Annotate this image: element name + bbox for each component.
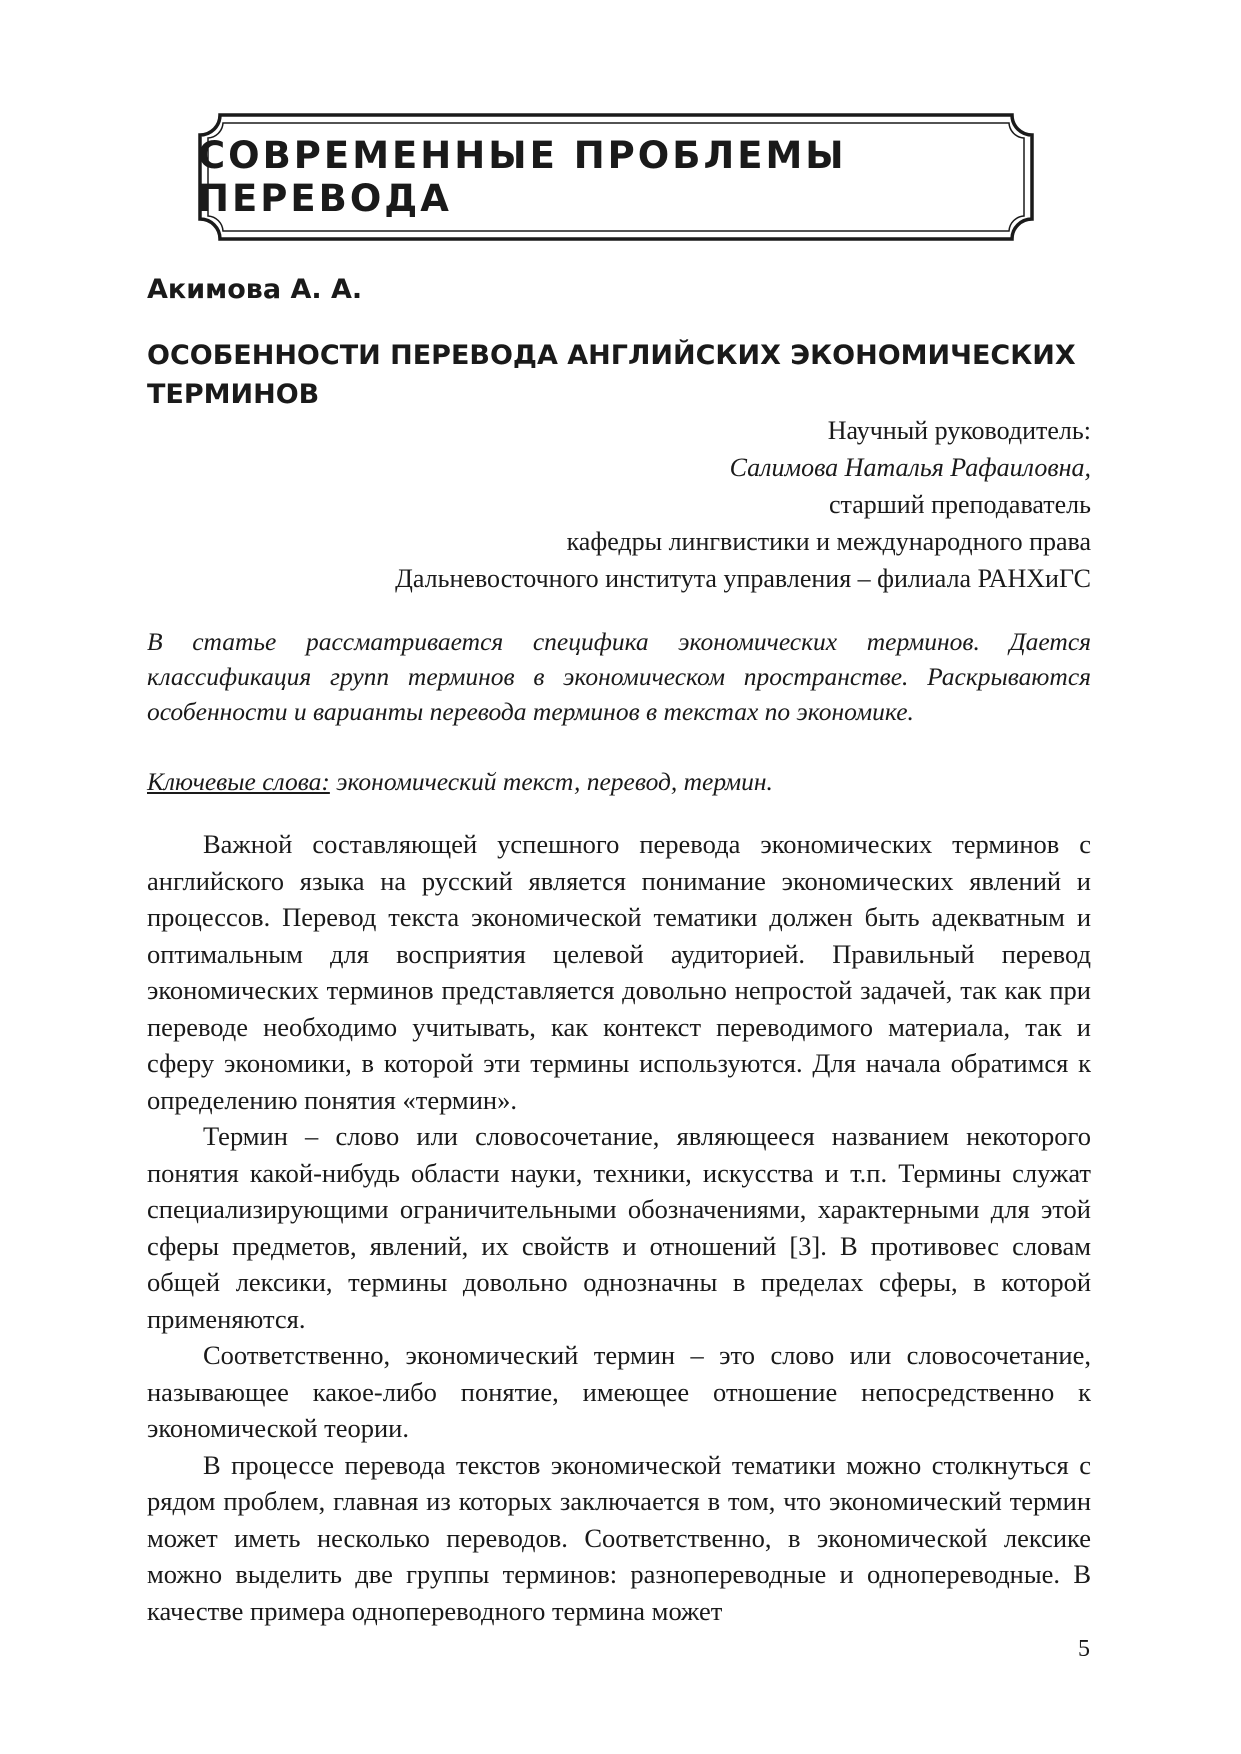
page-number: 5 <box>1078 1636 1090 1662</box>
supervisor-label: Научный руководитель: <box>827 416 1091 445</box>
paragraph: В процессе перевода текстов экономической тематики можно столкнуться с рядом проблем, главная из которых заключается в том, что экономический термин может иметь несколько переводов. Соответственно, в экономической лексике можно выделить две группы терминов: разнопереводные и однопереводные. В качестве примера однопереводного термина может <box>147 1449 1091 1626</box>
section-title: СОВРЕМЕННЫЕ ПРОБЛЕМЫ ПЕРЕВОДА <box>198 134 847 220</box>
supervisor-department: кафедры лингвистики и международного права <box>566 527 1091 556</box>
supervisor-position: старший преподаватель <box>828 490 1091 519</box>
paragraph: Соответственно, экономический термин – это слово или словосочетание, называющее какое-либо понятие, имеющее отношение непосредственно к экономической теории. <box>147 1340 1091 1443</box>
author-name: Акимова А. А. <box>147 274 363 305</box>
abstract: В статье рассматривается специфика экономических терминов. Дается классификация групп терминов в экономическом пространстве. Раскрываются особенности и варианты перевода терминов в текстах по экономике. <box>147 627 1091 726</box>
supervisor-block <box>191 412 1091 597</box>
article-body <box>147 826 1091 1629</box>
paragraph: Термин – слово или словосочетание, являющееся названием некоторого понятия какой-нибудь области науки, техники, искусства и т.п. Термины служат специализирующими ограничительными обозначениями, характерными для этой сферы предметов, явлений, их свойств и отношений [3]. В противовес словам общей лексики, термины довольно однозначны в пределах сферы, в которой применяются. <box>147 1121 1091 1334</box>
section-header-frame <box>198 113 1034 241</box>
article-title: ОСОБЕННОСТИ ПЕРЕВОДА АНГЛИЙСКИХ ЭКОНОМИЧЕСКИХ ТЕРМИНОВ <box>147 340 1076 410</box>
supervisor-name: Салимова Наталья Рафаиловна, <box>729 453 1091 482</box>
keywords <box>147 764 1091 799</box>
supervisor-institution: Дальневосточного института управления – филиала РАНХиГС <box>395 564 1091 593</box>
keywords-label: Ключевые слова: <box>147 767 330 796</box>
paragraph: Важной составляющей успешного перевода экономических терминов с английского языка на русский является понимание экономических явлений и процессов. Перевод текста экономической тематики должен быть адекватным и оптимальным для восприятия целевой аудиторией. Правильный перевод экономических терминов представляется довольно непростой задачей, так как при переводе необходимо учитывать, как контекст переводимого материала, так и сферу экономики, в которой эти термины используются. Для начала обратимся к определению понятия «термин». <box>147 829 1091 1115</box>
keywords-text: экономический текст, перевод, термин. <box>329 767 773 796</box>
